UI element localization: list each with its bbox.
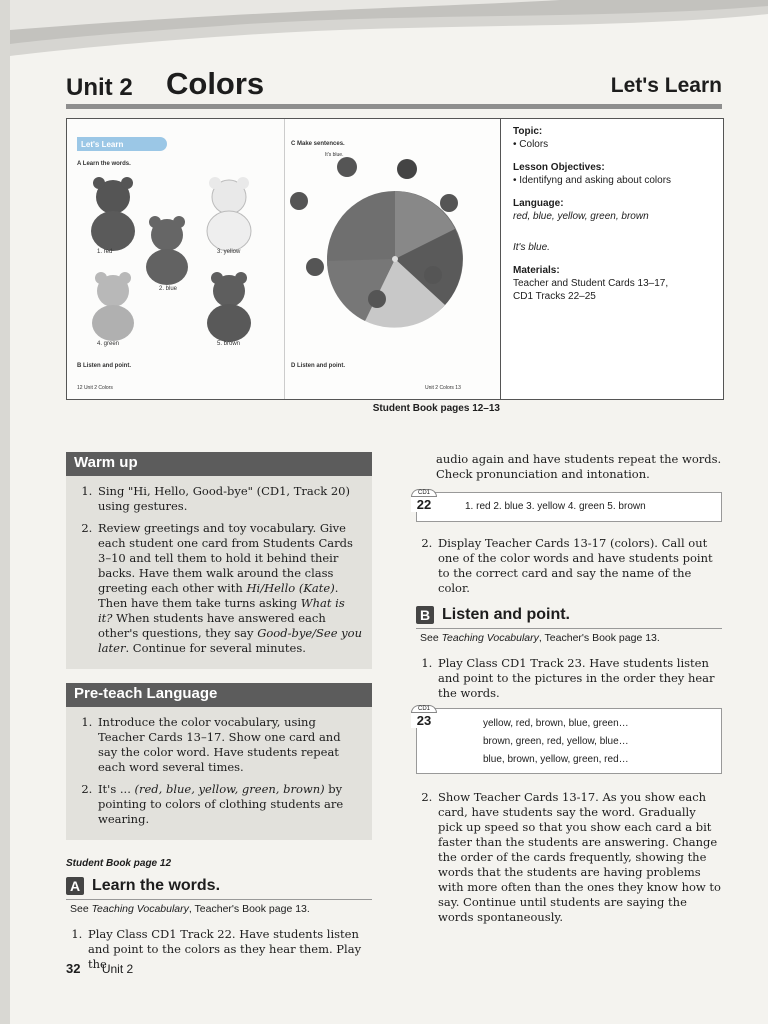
lesson-info-box (500, 118, 724, 400)
activity-b-step-2: 2. Show Teacher Cards 13-17. As you show each card, have students say the word. Gradually pick up speed so that you show each card a bit faster than the students are answering. Change the order of the cards frequently, showing the words that the students are having problems with more often than the ones they know how to say. Continue until students are saying the words spontaneously. (436, 790, 722, 925)
activity-a-reference: See Teaching Vocabulary, Teacher's Book page 13. (66, 899, 372, 915)
bear-yellow (207, 177, 251, 251)
task-c-label: C Make sentences. (291, 141, 345, 147)
materials-line-2: CD1 Tracks 22–25 (513, 291, 596, 302)
cd-track-22-words: 1. red 2. blue 3. yellow 4. green 5. brown (465, 501, 646, 512)
header-swoosh (0, 0, 768, 60)
topic-value: • Colors (513, 139, 549, 150)
speech-bubble: It's blue. (325, 152, 344, 158)
language-words: red, blue, yellow, green, brown (513, 211, 649, 222)
cd-track-22-box (416, 492, 722, 522)
cd-track-number: 22 (411, 497, 437, 512)
language-label: Language: (513, 198, 564, 209)
page-number: 32 (66, 961, 81, 976)
bear-brown (207, 272, 251, 342)
cd-track-23-box (416, 708, 722, 774)
lets-learn-banner-label: Let's Learn (81, 140, 124, 149)
book-page-right (284, 119, 502, 399)
task-d-label: D Listen and point. (291, 363, 345, 369)
activity-a-step-1: 1. Play Class CD1 Track 22. Have students listen and point to the colors as they hear them. Play the (86, 927, 372, 972)
bear-label-3: 3. yellow (217, 249, 241, 255)
page-edge (0, 0, 10, 1024)
book-caption: Student Book pages 12–13 (372, 403, 500, 414)
pre-teach-step-1: 1. Introduce the color vocabulary, using Teacher Cards 13–17. Show one card and say the color word. Have students repeat each word several times. (96, 715, 362, 775)
title-rule (66, 104, 722, 109)
unit-name: Colors (166, 66, 265, 101)
activity-b-letter: B (416, 606, 434, 624)
cd-track-23-line-1: yellow, red, brown, blue, green… (483, 718, 629, 729)
cd-track-23-line-2: brown, green, red, yellow, blue… (483, 736, 629, 747)
warm-up-panel (66, 452, 372, 669)
cd-track-23-line-3: blue, brown, yellow, green, red… (483, 754, 629, 765)
unit-label: Unit 2 (66, 74, 133, 101)
warm-up-heading: Warm up (66, 452, 372, 476)
activity-b-heading (416, 606, 722, 624)
footer-unit: Unit 2 (101, 962, 134, 976)
student-book-thumbnail (66, 118, 502, 400)
topic-label: Topic: (513, 126, 543, 137)
right-page-footer: Unit 2 Colors 13 (425, 385, 461, 391)
activity-b-step-1: 1. Play Class CD1 Track 23. Have students listen and point to the pictures in the order they hear the words. (436, 656, 722, 701)
objectives-value: • Identifyng and asking about colors (513, 175, 672, 186)
pre-teach-heading: Pre-teach Language (66, 683, 372, 707)
task-b-label: B Listen and point. (77, 363, 131, 369)
left-column (66, 452, 372, 979)
language-sentence: It's blue. (513, 242, 550, 253)
student-book-page-label: Student Book page 12 (66, 858, 172, 869)
warm-up-step-2: 2. Review greetings and toy vocabulary. Give each student one card from Students Cards 3–10 and tell them to hold it behind their backs. Have them walk around the class greeting each other with Hi/Hello (Kate). Then have them take turns asking What is it? When students have answered each other's questions, they say Good-bye/See you later. Continue for several minutes. (96, 521, 362, 656)
cd-track-number: 23 (411, 713, 437, 728)
bear-label-5: 5. brown (217, 341, 241, 347)
activity-a-heading (66, 877, 372, 895)
pre-teach-panel (66, 683, 372, 840)
children-parachute-illustration (285, 149, 502, 359)
section-name: Let's Learn (610, 74, 722, 97)
pre-teach-step-2: 2. It's ... (red, blue, yellow, green, brown) by pointing to colors of clothing students are wearing. (96, 782, 362, 827)
right-column (416, 452, 722, 932)
activity-a-step-2: 2. Display Teacher Cards 13-17 (colors). Call out one of the color words and have students point to the correct card and say the name of the color. (436, 536, 722, 596)
bear-blue (146, 216, 188, 285)
bear-label-1: 1. red (97, 249, 113, 255)
materials-label: Materials: (513, 265, 560, 276)
left-page-footer: 12 Unit 2 Colors (77, 385, 113, 391)
activity-a-letter: A (66, 877, 84, 895)
bear-label-2: 2. blue (159, 286, 178, 292)
bear-label-4: 4. green (97, 341, 120, 347)
warm-up-step-1: 1. Sing "Hi, Hello, Good-bye" (CD1, Track 20) using gestures. (96, 484, 362, 514)
activity-a-title: Learn the words. (92, 877, 221, 894)
objectives-label: Lesson Objectives: (513, 162, 605, 173)
bear-red (91, 177, 135, 251)
bear-green (92, 272, 134, 341)
cd-icon: CD1 22 (411, 489, 437, 512)
cd-icon: CD1 23 (411, 705, 437, 728)
materials-line-1: Teacher and Student Cards 13–17, (513, 278, 669, 289)
bears-illustration (67, 169, 284, 369)
activity-b-title: Listen and point. (442, 606, 570, 623)
book-page-left (67, 119, 284, 399)
task-a-label: A Learn the words. (77, 161, 131, 167)
activity-b-reference: See Teaching Vocabulary, Teacher's Book page 13. (416, 628, 722, 644)
page-footer (66, 961, 133, 976)
page-title-row (66, 66, 722, 106)
activity-a-step-1-continued: audio again and have students repeat the words. Check pronunciation and intonation. (436, 452, 722, 481)
